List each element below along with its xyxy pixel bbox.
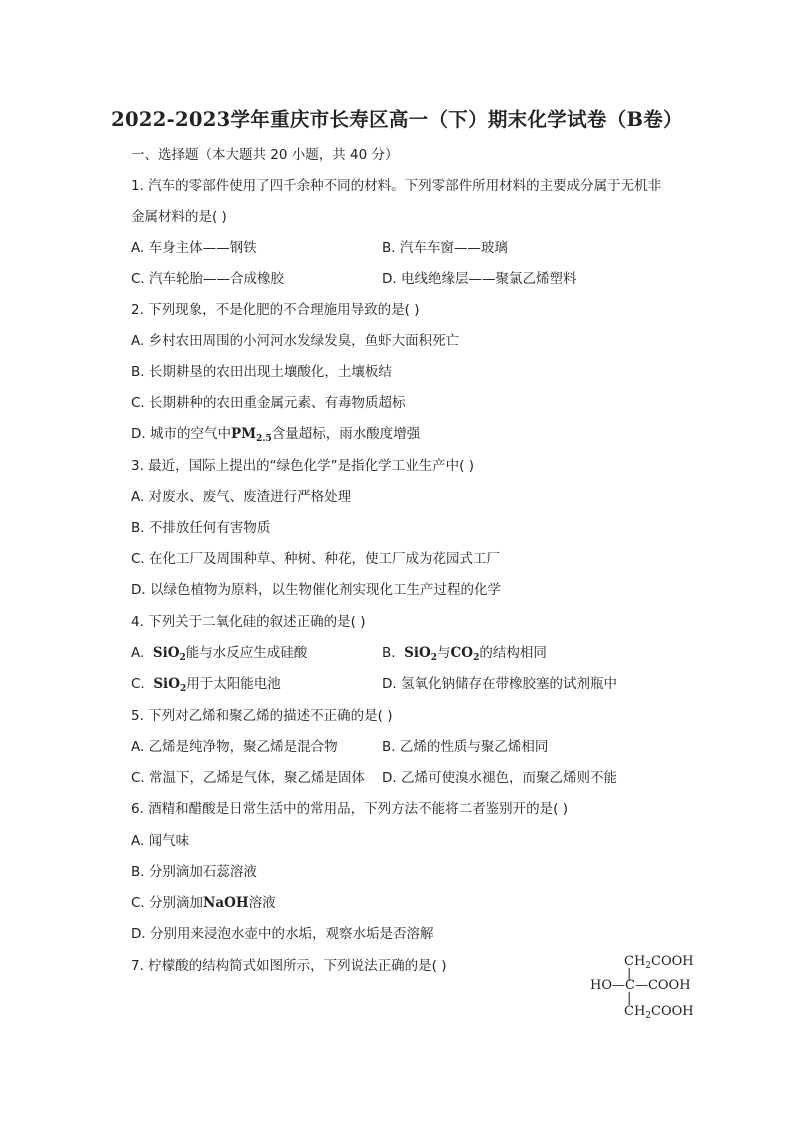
q4-b-formula1: SiO [404, 645, 431, 661]
q1-option-b: B. 汽车车窗——玻璃 [382, 240, 508, 256]
q4-b-mid: 与 [437, 645, 451, 661]
q6-c-text-end: 溶液 [248, 895, 276, 911]
q4-c-text: 用于太阳能电池 [186, 676, 281, 692]
q2-d-pm: PM [230, 426, 257, 442]
q2-option-d [131, 425, 420, 443]
q4-c-sub: 2 [179, 684, 187, 694]
q6-option-b: B. 分别滴加石蕊溶液 [131, 864, 257, 880]
q2-option-c: C. 长期耕种的农田重金属元素、有毒物质超标 [131, 395, 406, 411]
q2-d-sub: 2.5 [256, 434, 272, 444]
q4-b-label: B. [382, 645, 405, 661]
section-heading: 一、选择题（本大题共 20 小题，共 40 分） [131, 147, 399, 163]
q5-option-b: B. 乙烯的性质与聚乙烯相同 [382, 739, 549, 755]
formula-middle: HO—C—COOH [590, 978, 691, 993]
q3-option-c: C. 在化工厂及周围种草、种树、种花，使工厂成为花园式工厂 [131, 551, 501, 567]
q6-option-a: A. 闻气味 [131, 833, 190, 849]
q3-stem: 3. 最近，国际上提出的“绿色化学”是指化学工业生产中( ) [131, 458, 474, 474]
q2-d-text-end: 含量超标，雨水酸度增强 [271, 426, 421, 442]
formula-bottom-group [624, 1004, 694, 1019]
q4-option-d: D. 氢氧化钠储存在带橡胶塞的试剂瓶中 [382, 676, 617, 692]
q4-a-label: A. [131, 645, 153, 661]
formula-bottom-ch: CH [624, 1004, 646, 1019]
q4-option-a [131, 644, 307, 662]
q6-stem: 6. 酒精和醋酸是日常生活中的常用品，下列方法不能将二者鉴别开的是( ) [131, 801, 568, 817]
q5-option-d: D. 乙烯可使溴水褪色，而聚乙烯则不能 [382, 770, 617, 786]
formula-top-ch: CH [624, 954, 646, 969]
exam-title: 2022-2023学年重庆市长寿区高一（下）期末化学试卷（B卷） [111, 108, 683, 131]
q7-stem: 7. 柠檬酸的结构简式如图所示，下列说法正确的是( ) [131, 958, 447, 974]
q6-option-d: D. 分别用来浸泡水壶中的水垢，观察水垢是否溶解 [131, 926, 434, 942]
q5-option-c: C. 常温下，乙烯是气体，聚乙烯是固体 [131, 770, 366, 786]
formula-bottom-cooh: COOH [651, 1004, 694, 1019]
formula-top-group [624, 954, 694, 969]
q4-b-text: 的结构相同 [479, 645, 547, 661]
q4-c-formula: SiO [153, 676, 180, 692]
q4-a-formula: SiO [152, 645, 180, 661]
q4-b-sub1: 2 [430, 653, 438, 663]
q2-stem: 2. 下列现象，不是化肥的不合理施用导致的是( ) [131, 302, 420, 318]
q4-b-formula2: CO [450, 645, 474, 661]
q3-option-b: B. 不排放任何有害物质 [131, 520, 271, 536]
q5-option-a: A. 乙烯是纯净物，聚乙烯是混合物 [131, 739, 338, 755]
q1-option-c: C. 汽车轮胎——合成橡胶 [131, 271, 285, 287]
q2-option-a: A. 乡村农田周围的小河河水发绿发臭，鱼虾大面积死亡 [131, 333, 460, 349]
q4-stem: 4. 下列关于二氧化硅的叙述正确的是( ) [131, 614, 366, 630]
q6-c-text: C. 分别滴加 [131, 895, 204, 911]
q1-stem-line2: 金属材料的是( ) [131, 209, 227, 225]
q3-option-a: A. 对废水、废气、废渣进行严格处理 [131, 489, 352, 505]
formula-bond-bottom: | [627, 991, 632, 1006]
citric-acid-structure [590, 954, 700, 1024]
q2-option-b: B. 长期耕垦的农田出现土壤酸化，土壤板结 [131, 364, 392, 380]
q6-option-c [131, 894, 276, 912]
q1-stem-line1: 1. 汽车的零部件使用了四千余种不同的材料。下列零部件所用材料的主要成分属于无机非 [131, 178, 662, 194]
q4-a-sub: 2 [179, 653, 186, 663]
formula-top-sub: 2 [645, 961, 652, 971]
q4-option-b [382, 644, 547, 662]
formula-bottom-sub: 2 [645, 1011, 652, 1021]
q4-option-c [131, 675, 281, 693]
q4-c-label: C. [131, 676, 154, 692]
formula-bond-top: | [627, 967, 632, 982]
q4-a-text: 能与水反应生成硅酸 [185, 645, 308, 661]
q5-stem: 5. 下列对乙烯和聚乙烯的描述不正确的是( ) [131, 708, 393, 724]
q4-b-sub2: 2 [473, 653, 480, 663]
q3-option-d: D. 以绿色植物为原料，以生物催化剂实现化工生产过程的化学 [131, 582, 501, 598]
q2-d-text: D. 城市的空气中 [131, 426, 231, 442]
formula-top-cooh: COOH [651, 954, 694, 969]
q1-option-d: D. 电线绝缘层——聚氯乙烯塑料 [382, 271, 577, 287]
q6-c-formula: NaOH [203, 895, 249, 911]
q1-option-a: A. 车身主体——钢铁 [131, 240, 257, 256]
